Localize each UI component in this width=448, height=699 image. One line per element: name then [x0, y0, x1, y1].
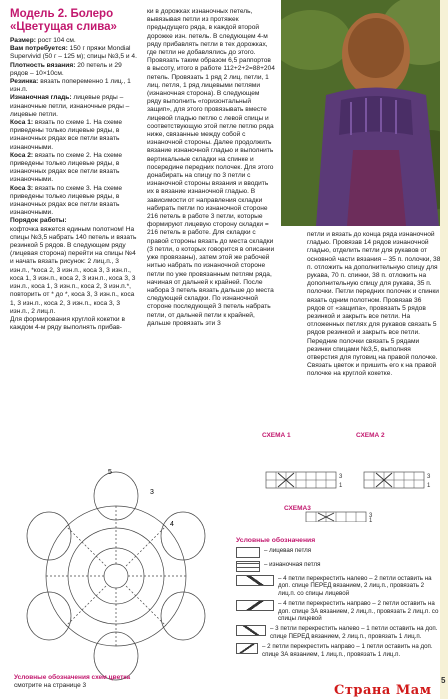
cable3-text: вязать по схеме 3. На схеме приведены только лицевые ряды, в изнаночных рядах все петли вязать изнаночными.: [10, 184, 123, 217]
legend-item: – лицевая петля: [236, 547, 441, 558]
model-number: Модель 2. Болеро: [10, 8, 114, 20]
size-text: рост 104 см.: [35, 37, 76, 44]
scheme-2-row-3: 3: [427, 474, 431, 480]
stitch-label: Изнаночная гладь:: [10, 94, 72, 102]
procedure-label: Порядок работы:: [10, 217, 67, 225]
legend-item: – 3 петли перекрестить налево – 1 петли оставить на доп. спице ПЕРЕД вязанием, 2 лиц.п., провязать 1 лиц.п.: [236, 625, 441, 640]
scheme-3-title: СХЕМА3: [284, 505, 311, 512]
knit-stitch-icon: [236, 547, 260, 558]
scheme-2-row-1: 1: [427, 483, 431, 489]
scheme-3-row-1: 1: [369, 518, 373, 522]
model-photo: [281, 0, 448, 226]
photo-illustration: [281, 0, 448, 226]
scheme-3-row-3: 3: [369, 513, 373, 519]
cable2-label: Коса 2:: [10, 151, 34, 159]
gauge-text: 20 петель и 29 рядов – 10×10см.: [10, 61, 122, 77]
flower-note: [14, 674, 224, 690]
schemes-area: [236, 432, 436, 522]
flower-note-text: смотрите на странице 3: [14, 682, 87, 689]
size-label: Размер:: [10, 37, 36, 44]
paragraph: [10, 62, 138, 78]
paragraph: [10, 185, 138, 218]
materials-label: Вам потребуется:: [10, 45, 68, 53]
cable1-text: вязать по схеме 1. На схеме приведены только лицевые ряды, в изнаночных рядах все петли вязать изнаночными.: [10, 119, 123, 151]
model-name: «Цветущая слива»: [10, 21, 117, 33]
paragraph: [10, 217, 138, 225]
paragraph: [10, 94, 138, 119]
legend-item: – изнаночная петля: [236, 561, 441, 572]
scheme-2-title: СХЕМА 2: [356, 432, 385, 439]
paragraph: [10, 316, 138, 332]
legend-item: – 4 петли перекрестить направо – 2 петли оставить на доп. спице ЗА вязанием, 2 лиц.п., провязать 2 лиц.п. со спицы лицевой: [236, 600, 441, 622]
cable-right-2-icon: [236, 643, 258, 654]
legend-title: Условные обозначения: [236, 537, 316, 544]
flower-label-5: 5: [108, 469, 112, 476]
paragraph: [10, 226, 138, 316]
paragraph: [10, 37, 138, 45]
paragraph: [10, 119, 138, 152]
legend-item: – 4 петли перекрестить налево – 2 петли оставить на доп. спице ПЕРЕД вязанием, 2 лиц.п., провязать 2 лиц.п. со спицы лицевой: [236, 575, 441, 597]
yoke-text: Для формирования круглой кокетки в каждом 4-м ряду выполнять прибав-: [10, 315, 125, 332]
flower-label-4: 4: [170, 521, 174, 528]
scheme-1-row-3: 3: [339, 474, 343, 480]
paragraph: [10, 45, 138, 61]
materials-text: 150 г пряжи Mondial Supervivid (50 г – 125 м); спицы №3,5 и 4.: [10, 45, 137, 61]
middle-text: ки в дорожках изнаночных петель, вывязывая петли из протяжек предыдущего ряда, в каждой второй дорожке изн. петель. В следующем 4-м ряду прибавлять петли в тех дорожках, где петли не добавлялись до этого. Провязать таким образом 6,5 раппортов в высоту, итого в работе 112+2+2=88+204 петель. Провязать 1 ряд 2 лиц. петли, 1 лиц. петля, 1 ряд лицевыми петлями (изнаночная сторона). В следующем ряду выполнить «горизонтальный защип», для этого провязывать вместе лицевой гладью петлю с левой спицы и соответствующую этой петле петлю ряда ниже, связанные между собой с изнаночной стороны. Далее продолжить вязание изнаночной гладью и выполнить вертикальные складки на спинке и посередине передних полочек. Для этого донабирать на спицу по 3 петли с изнаночной стороны вязания и вводить их в вязание изнаночной гладью. В зависимости от направления складки набирать петли по изнаночной стороне 216 петель в работе 3 петли, которые формируют лицевую сторону складки = 216 петель в работе. Для складки с правой стороны вязать до места складки (3 петли, о которых говорится в описании уже провязаны), затем этой же рабочей нитью набрать по изнаночной стороне петли по уже провязанным петлям ряда, начиная от дальней к крайней. После набора 3 петель вязать дальше до места следующей складки. По изнаночной стороне последующей 3 петель набрать петли, от дальней петли к крайней, дальше провязать эти 3: [147, 8, 275, 327]
model-title: [10, 8, 138, 34]
purl-stitch-icon: [236, 561, 260, 572]
paragraph: [10, 78, 138, 94]
column-left: [10, 8, 138, 332]
page-edge-strip: [440, 0, 448, 699]
rib-label: Резинка:: [10, 78, 39, 86]
cable-right-4-icon: [236, 600, 274, 611]
right-text: петли и вязать до конца ряда изнаночной гладью. Провязав 14 рядов изнаночной гладью, отделить петли для рукавов от основной части вязания – 35 п. полочки, 38 п. отложить на дополнительную спицу для рукава, 70 п. спинки, 38 п. отложить на дополнительную спицу для рукава, 35 п. полочки. Петли передних полочек и спинки вязать одним полотном. Провязав 36 рядов от «защипа», провязать 5 рядов резинкой и закрыть все петли. На отложенных петлях для рукавов связать 5 рядов резинкой и закрыть все петли. Передние полочки связать 5 рядами резинки спицами №3,5, выполняя отверстия для пуговиц на правой полочке. Связать цветок и пришить его к на правой полочке на круглой кокетке.: [307, 231, 441, 378]
flower-note-title: Условные обозначения схем цветка: [14, 674, 131, 681]
rib-text: вязать попеременно 1 лиц., 1 изн.п.: [10, 78, 131, 94]
scheme-1-row-1: 1: [339, 483, 343, 489]
flower-diagram: [0, 466, 232, 682]
flower-chart: [0, 466, 232, 682]
watermark-logo: Страна Мам: [334, 683, 432, 698]
gauge-label: Плотность вязания:: [10, 61, 76, 69]
column-right: [307, 231, 441, 379]
scheme-grids: [236, 432, 436, 522]
page-number: 5: [441, 676, 446, 685]
legend-item: – 2 петли перекрестить направо – 1 петли оставить на доп. спице ЗА вязанием, 1 лиц.п., провязать 1 лиц.п.: [236, 643, 441, 658]
cable3-label: Коса 3:: [10, 184, 34, 192]
legend: [236, 537, 441, 661]
cable-left-4-icon: [236, 575, 274, 586]
cable2-text: вязать по схеме 2. На схеме приведены только лицевые ряды, в изнаночных рядах все петли вязать изнаночными.: [10, 151, 123, 184]
scheme-1-title: СХЕМА 1: [262, 432, 291, 439]
stitch-text: лицевые ряды – изнаночные петли, изнаночные ряды – лицевые петли.: [10, 94, 130, 118]
column-middle: [147, 8, 275, 328]
cable1-label: Коса 1:: [10, 119, 34, 127]
paragraph: [10, 152, 138, 185]
flower-label-3: 3: [150, 489, 154, 496]
cable-left-3-icon: [236, 625, 266, 636]
procedure-text: кофточка вяжется единым полотном! На спицы №3,5 набрать 140 петель и вязать резинкой 5 рядов. В следующем ряду (лицевая сторона) перейти на спицы №4 и начать вязать рисунок: 2 лиц.п., 3 изн.п., *коса 2, 3 изн.п., коса 3, 3 изн.п., коса 1, 3 изн.п., коса 2, 3 изн.п., коса 3, 3 изн.п., коса 1, 3 изн.п., коса 2, 3 изн.п.*, повторить от * до *, коса 3, 3 изн.п., коса 1, 3 изн.п., коса 2, 3 изн.п., коса 3, 3 изн.п., 2 лиц.п.: [10, 225, 137, 315]
